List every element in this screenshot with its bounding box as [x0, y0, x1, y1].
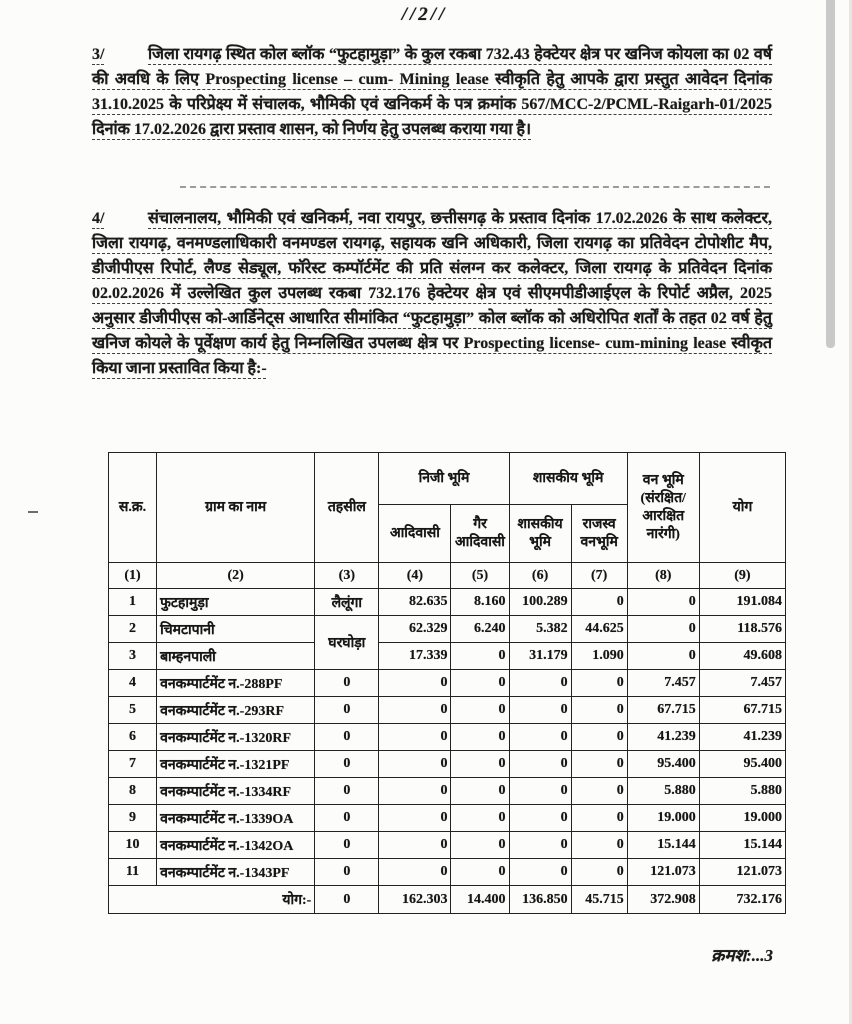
tehsil-cell: लैलूंगा	[315, 589, 379, 616]
header-total: योग	[699, 453, 785, 563]
table-row	[109, 670, 786, 697]
table-row	[109, 778, 786, 805]
total-value-cell: 136.850	[509, 886, 571, 914]
tehsil-cell: 0	[315, 859, 379, 886]
value-cell: 62.329	[379, 616, 451, 643]
total-value-cell: 372.908	[627, 886, 699, 914]
value-cell: 121.073	[627, 859, 699, 886]
value-cell: 121.073	[699, 859, 785, 886]
value-cell: 0	[451, 751, 509, 778]
serial-cell: 5	[109, 697, 157, 724]
column-number-5: (5)	[451, 563, 509, 589]
total-row	[109, 886, 786, 914]
value-cell: 0	[509, 724, 571, 751]
serial-cell: 6	[109, 724, 157, 751]
value-cell: 19.000	[627, 805, 699, 832]
footer-continuation: क्रमश:...3	[711, 946, 773, 965]
table-row	[109, 751, 786, 778]
header-tehsil: तहसील	[315, 453, 379, 563]
page-number: //2//	[401, 4, 448, 25]
value-cell: 5.880	[699, 778, 785, 805]
table-row	[109, 616, 786, 643]
value-cell: 0	[571, 724, 627, 751]
value-cell: 82.635	[379, 589, 451, 616]
village-cell: बाम्हनपाली	[157, 643, 315, 670]
value-cell: 7.457	[699, 670, 785, 697]
village-cell: वनकम्पार्टमेंट न.-1334RF	[157, 778, 315, 805]
tehsil-cell: 0	[315, 751, 379, 778]
paragraph-3	[92, 42, 772, 142]
tehsil-cell-merged: घरघोड़ा	[315, 616, 379, 670]
tehsil-cell: 0	[315, 805, 379, 832]
value-cell: 41.239	[699, 724, 785, 751]
header-govt-bhumi: शासकीय भूमि	[509, 505, 571, 563]
paragraph-3-number: 3/	[92, 46, 105, 63]
value-cell: 0	[379, 670, 451, 697]
value-cell: 95.400	[699, 751, 785, 778]
value-cell: 0	[571, 859, 627, 886]
serial-cell: 3	[109, 643, 157, 670]
value-cell: 0	[571, 832, 627, 859]
value-cell: 0	[379, 724, 451, 751]
column-number-8: (8)	[627, 563, 699, 589]
tehsil-cell: 0	[315, 778, 379, 805]
header-revenue-forest: राजस्व वनभूमि	[571, 505, 627, 563]
table-row	[109, 859, 786, 886]
value-cell: 5.382	[509, 616, 571, 643]
total-value-cell: 732.176	[699, 886, 785, 914]
table-row	[109, 697, 786, 724]
tehsil-cell: 0	[315, 697, 379, 724]
total-value-cell: 45.715	[571, 886, 627, 914]
value-cell: 5.880	[627, 778, 699, 805]
scrollbar-thumb[interactable]	[826, 0, 835, 348]
value-cell: 19.000	[699, 805, 785, 832]
land-schedule-table	[108, 452, 786, 914]
total-value-cell: 162.303	[379, 886, 451, 914]
header-village-name: ग्राम का नाम	[157, 453, 315, 563]
scan-artifact-dash	[28, 511, 38, 513]
table-row	[109, 643, 786, 670]
value-cell: 0	[571, 697, 627, 724]
value-cell: 0	[379, 832, 451, 859]
column-number-4: (4)	[379, 563, 451, 589]
table-row	[109, 805, 786, 832]
village-cell: फुटहामुड़ा	[157, 589, 315, 616]
village-cell: वनकम्पार्टमेंट न.-288PF	[157, 670, 315, 697]
value-cell: 0	[451, 778, 509, 805]
value-cell: 0	[451, 697, 509, 724]
column-number-3: (3)	[315, 563, 379, 589]
serial-cell: 11	[109, 859, 157, 886]
value-cell: 0	[451, 859, 509, 886]
value-cell: 100.289	[509, 589, 571, 616]
column-number-2: (2)	[157, 563, 315, 589]
value-cell: 0	[571, 805, 627, 832]
value-cell: 0	[509, 805, 571, 832]
value-cell: 0	[509, 670, 571, 697]
paragraph-4	[92, 206, 772, 381]
paragraph-3-text: जिला रायगढ़ स्थित कोल ब्लॉक “फुटहामुड़ा” के कुल रकबा 732.43 हेक्टेयर क्षेत्र पर खनिज कोयला का 02 वर्ष की अवधि के लिए Prospecting license – cum- Mining lease स्वीकृति हेतु आपके द्वारा प्रस्तुत आवेदन दिनांक 31.10.2025 के परिप्रेक्ष्य में संचालक, भौमिकी एवं खनिकर्म के पत्र क्रमांक 567/MCC-2/PCML-Raigarh-01/2025 दिनांक 17.02.2026 द्वारा प्रस्ताव शासन, को निर्णय हेतु उपलब्ध कराया गया है।	[92, 46, 772, 138]
value-cell: 67.715	[627, 697, 699, 724]
value-cell: 191.084	[699, 589, 785, 616]
value-cell: 118.576	[699, 616, 785, 643]
value-cell: 31.179	[509, 643, 571, 670]
column-number-1: (1)	[109, 563, 157, 589]
total-value-cell: 14.400	[451, 886, 509, 914]
total-label: योग:-	[109, 886, 315, 914]
value-cell: 95.400	[627, 751, 699, 778]
value-cell: 0	[379, 751, 451, 778]
value-cell: 0	[379, 778, 451, 805]
value-cell: 0	[451, 670, 509, 697]
header-private-land: निजी भूमि	[379, 453, 509, 505]
column-number-9: (9)	[699, 563, 785, 589]
serial-cell: 7	[109, 751, 157, 778]
table-row	[109, 724, 786, 751]
header-serial-number: स.क्र.	[109, 453, 157, 563]
value-cell: 0	[627, 616, 699, 643]
table-row	[109, 589, 786, 616]
value-cell: 17.339	[379, 643, 451, 670]
column-number-7: (7)	[571, 563, 627, 589]
value-cell: 7.457	[627, 670, 699, 697]
value-cell: 0	[451, 643, 509, 670]
table-row	[109, 832, 786, 859]
value-cell: 0	[627, 589, 699, 616]
value-cell: 0	[509, 859, 571, 886]
value-cell: 0	[451, 832, 509, 859]
value-cell: 15.144	[699, 832, 785, 859]
header-adivasi: आदिवासी	[379, 505, 451, 563]
serial-cell: 9	[109, 805, 157, 832]
value-cell: 49.608	[699, 643, 785, 670]
serial-cell: 4	[109, 670, 157, 697]
paragraph-4-text: संचालनालय, भौमिकी एवं खनिकर्म, नवा रायपुर, छत्तीसगढ़ के प्रस्ताव दिनांक 17.02.2026 के साथ कलेक्टर, जिला रायगढ़, वनमण्डलाधिकारी वनमण्डल रायगढ़, सहायक खनि अधिकारी, जिला रायगढ़ का प्रतिवेदन टोपोशीट मैप, डीजीपीएस रिपोर्ट, लैण्ड सेड्यूल, फॉरेस्ट कम्पॉर्टमेंट की प्रति संलग्न कर कलेक्टर, जिला रायगढ़ के प्रतिवेदन दिनांक 02.02.2026 में उल्लेखित कुल उपलब्ध रकबा 732.176 हेक्टेयर क्षेत्र एवं सीएमपीडीआईएल के रिपोर्ट अप्रैल, 2025 अनुसार डीजीपीएस को-आर्डिनेट्स आधारित सीमांकित “फुटहामुड़ा” कोल ब्लॉक को अधिरोपित शर्तों के तहत 02 वर्ष हेतु खनिज कोयले के पूर्वेक्षण कार्य हेतु निम्नलिखित उपलब्ध क्षेत्र पर Prospecting license- cum-mining lease स्वीकृत किया जाना प्रस्तावित किया है:-	[92, 210, 772, 377]
value-cell: 6.240	[451, 616, 509, 643]
value-cell: 0	[451, 724, 509, 751]
value-cell: 41.239	[627, 724, 699, 751]
serial-cell: 1	[109, 589, 157, 616]
value-cell: 0	[509, 778, 571, 805]
value-cell: 0	[571, 589, 627, 616]
value-cell: 67.715	[699, 697, 785, 724]
value-cell: 0	[571, 778, 627, 805]
value-cell: 44.625	[571, 616, 627, 643]
total-tehsil-cell: 0	[315, 886, 379, 914]
value-cell: 0	[379, 859, 451, 886]
value-cell: 0	[509, 697, 571, 724]
header-forest-land: वन भूमि (संरक्षित/ आरक्षित नारंगी)	[627, 453, 699, 563]
serial-cell: 2	[109, 616, 157, 643]
village-cell: वनकम्पार्टमेंट न.-1321PF	[157, 751, 315, 778]
value-cell: 0	[571, 751, 627, 778]
value-cell: 15.144	[627, 832, 699, 859]
village-cell: वनकम्पार्टमेंट न.-293RF	[157, 697, 315, 724]
value-cell: 1.090	[571, 643, 627, 670]
value-cell: 0	[379, 697, 451, 724]
village-cell: वनकम्पार्टमेंट न.-1339OA	[157, 805, 315, 832]
tehsil-cell: 0	[315, 670, 379, 697]
serial-cell: 8	[109, 778, 157, 805]
header-govt-land: शासकीय भूमि	[509, 453, 627, 505]
column-number-6: (6)	[509, 563, 571, 589]
value-cell: 0	[509, 751, 571, 778]
value-cell: 0	[379, 805, 451, 832]
value-cell: 0	[627, 643, 699, 670]
village-cell: वनकम्पार्टमेंट न.-1342OA	[157, 832, 315, 859]
value-cell: 0	[451, 805, 509, 832]
value-cell: 0	[509, 832, 571, 859]
village-cell: वनकम्पार्टमेंट न.-1343PF	[157, 859, 315, 886]
value-cell: 0	[571, 670, 627, 697]
tehsil-cell: 0	[315, 832, 379, 859]
value-cell: 8.160	[451, 589, 509, 616]
tehsil-cell: 0	[315, 724, 379, 751]
serial-cell: 10	[109, 832, 157, 859]
header-non-adivasi: गैर आदिवासी	[451, 505, 509, 563]
village-cell: वनकम्पार्टमेंट न.-1320RF	[157, 724, 315, 751]
village-cell: चिमटापानी	[157, 616, 315, 643]
scan-artifact-line	[180, 186, 770, 188]
paragraph-4-number: 4/	[92, 210, 105, 227]
